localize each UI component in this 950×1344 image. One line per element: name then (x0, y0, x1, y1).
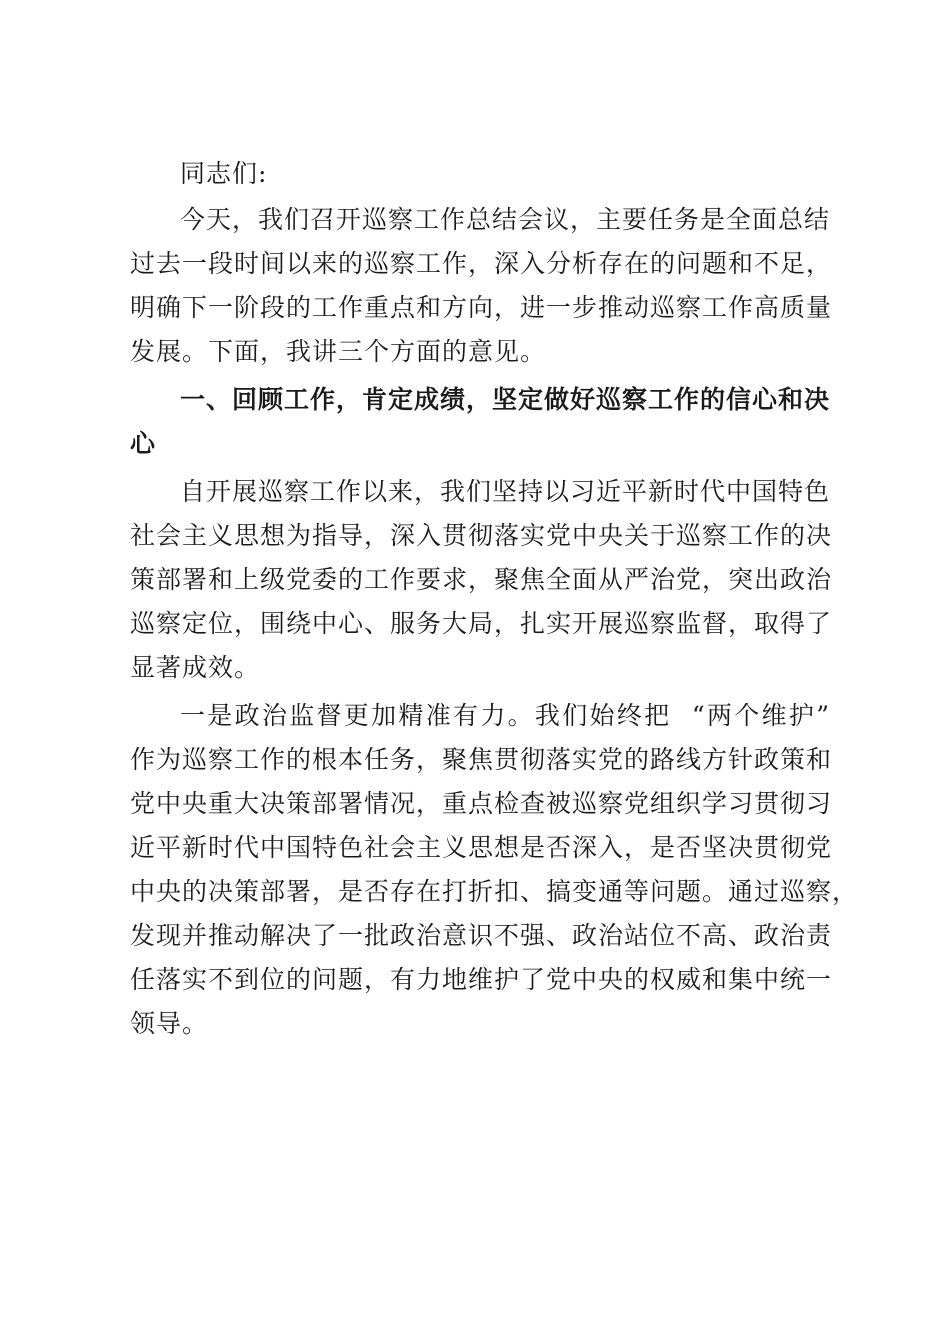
document-page (130, 152, 859, 1046)
paragraph-line: 策部署和上级党委的工作要求，聚焦全面从严治党，突出政治 (130, 565, 833, 594)
paragraph-line: 显著成效。 (130, 653, 261, 682)
paragraph-line: 发展。下面，我讲三个方面的意见。 (130, 337, 547, 366)
paragraph-line: 任落实不到位的问题，有力地维护了党中央的权威和集中统一 (130, 965, 833, 994)
paragraph-line: 巡察定位，围绕中心、服务大局，扎实开展巡察监督，取得了 (130, 609, 833, 638)
section-heading (130, 378, 830, 466)
paragraph-line: 一是政治监督更加精准有力。我们始终把 “两个维护” (180, 701, 830, 730)
paragraph-line: 社会主义思想为指导，深入贯彻落实党中央关于巡察工作的决 (130, 521, 833, 550)
paragraph-line: 过去一段时间以来的巡察工作，深入分析存在的问题和不足， (130, 249, 833, 278)
paragraph-line: 今天，我们召开巡察工作总结会议，主要任务是全面总结 (180, 205, 831, 234)
paragraph-line: 发现并推动解决了一批政治意识不强、政治站位不高、政治责 (130, 921, 833, 950)
paragraph-line: 领导。 (130, 1009, 209, 1038)
paragraph-achievements (130, 470, 833, 690)
paragraph-line: 近平新时代中国特色社会主义思想是否深入，是否坚决贯彻党 (130, 833, 833, 862)
salutation: 同志们: (180, 159, 268, 188)
paragraph-line: 作为巡察工作的根本任务，聚焦贯彻落实党的路线方针政策和 (130, 745, 833, 774)
paragraph-political-supervision (130, 694, 859, 1046)
paragraph-intro (130, 198, 833, 374)
paragraph-line: 中央的决策部署，是否存在打折扣、搞变通等问题。通过巡察， (130, 877, 859, 906)
paragraph-line: 明确下一阶段的工作重点和方向，进一步推动巡察工作高质量 (130, 293, 833, 322)
heading-line: 一、回顾工作，肯定成绩，坚定做好巡察工作的信心和决 (180, 385, 831, 414)
heading-line: 心 (130, 429, 157, 458)
paragraph-line: 自开展巡察工作以来，我们坚持以习近平新时代中国特色 (180, 477, 831, 506)
paragraph-line: 党中央重大决策部署情况，重点检查被巡察党组织学习贯彻习 (130, 789, 833, 818)
